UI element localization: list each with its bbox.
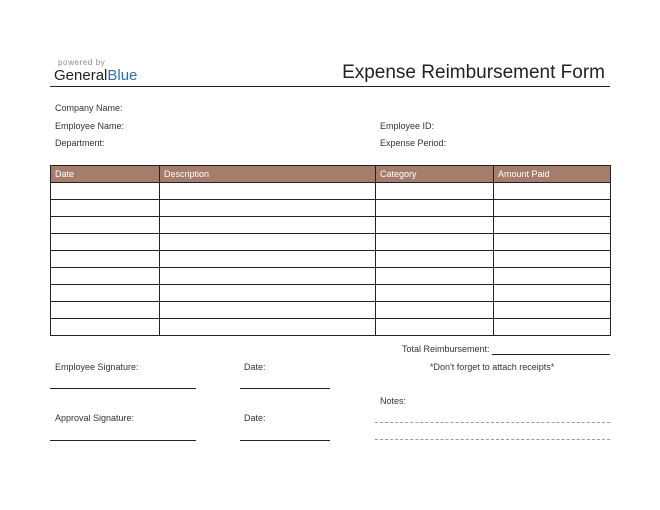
table-cell[interactable] [494,302,611,319]
table-cell[interactable] [376,234,494,251]
expense-period-label: Expense Period: [380,138,447,148]
table-cell[interactable] [160,268,376,285]
col-header-category: Category [376,166,494,183]
table-row [51,251,611,268]
notes-line-1[interactable] [375,422,610,423]
table-cell[interactable] [494,285,611,302]
table-cell[interactable] [376,200,494,217]
col-header-amount-paid: Amount Paid [494,166,611,183]
table-row [51,268,611,285]
table-cell[interactable] [376,319,494,336]
employee-date-label: Date: [244,362,266,372]
table-cell[interactable] [376,251,494,268]
employee-id-label: Employee ID: [380,121,435,131]
approval-date-label: Date: [244,413,266,423]
table-cell[interactable] [376,217,494,234]
employee-date-line[interactable] [240,388,330,389]
table-cell[interactable] [494,319,611,336]
brand-name-general: General [54,67,108,84]
notes-line-2[interactable] [375,439,610,440]
table-cell[interactable] [494,251,611,268]
table-row [51,302,611,319]
table-cell[interactable] [51,200,160,217]
table-cell[interactable] [494,217,611,234]
table-cell[interactable] [376,285,494,302]
table-cell[interactable] [160,234,376,251]
table-cell[interactable] [51,234,160,251]
table-cell[interactable] [160,183,376,200]
department-label: Department: [55,138,105,148]
table-header-row [51,166,611,183]
brand-logo [54,67,137,84]
table-cell[interactable] [494,268,611,285]
table-row [51,217,611,234]
table-cell[interactable] [376,268,494,285]
employee-name-label: Employee Name: [55,121,125,131]
employee-signature-label: Employee Signature: [55,362,139,372]
table-cell[interactable] [494,183,611,200]
notes-label: Notes: [380,396,407,406]
table-row [51,285,611,302]
approval-signature-label: Approval Signature: [55,413,135,423]
table-cell[interactable] [494,200,611,217]
table-cell[interactable] [51,285,160,302]
table-cell[interactable] [376,183,494,200]
approval-signature-line[interactable] [50,440,196,441]
table-cell[interactable] [51,319,160,336]
table-cell[interactable] [160,285,376,302]
table-cell[interactable] [160,302,376,319]
header-rule [50,86,610,87]
table-cell[interactable] [160,319,376,336]
brand-name-blue: Blue [107,67,138,84]
table-cell[interactable] [160,251,376,268]
approval-date-line[interactable] [240,440,330,441]
table-cell[interactable] [160,217,376,234]
powered-by-text: powered by [58,58,106,67]
company-name-label: Company Name: [55,103,123,113]
expense-table [50,165,611,336]
table-cell[interactable] [51,302,160,319]
table-row [51,200,611,217]
form-title: Expense Reimbursement Form [342,62,605,83]
table-row [51,183,611,200]
col-header-description: Description [160,166,376,183]
table-cell[interactable] [160,200,376,217]
table-row [51,234,611,251]
total-reimbursement-label: Total Reimbursement: [402,344,490,354]
col-header-date: Date [51,166,160,183]
table-cell[interactable] [51,217,160,234]
receipts-note: *Don't forget to attach receipts* [430,362,555,372]
table-cell[interactable] [51,268,160,285]
table-row [51,319,611,336]
table-cell[interactable] [51,183,160,200]
table-cell[interactable] [376,302,494,319]
table-cell[interactable] [51,251,160,268]
total-reimbursement-line[interactable] [492,354,610,355]
table-cell[interactable] [494,234,611,251]
employee-signature-line[interactable] [50,388,196,389]
